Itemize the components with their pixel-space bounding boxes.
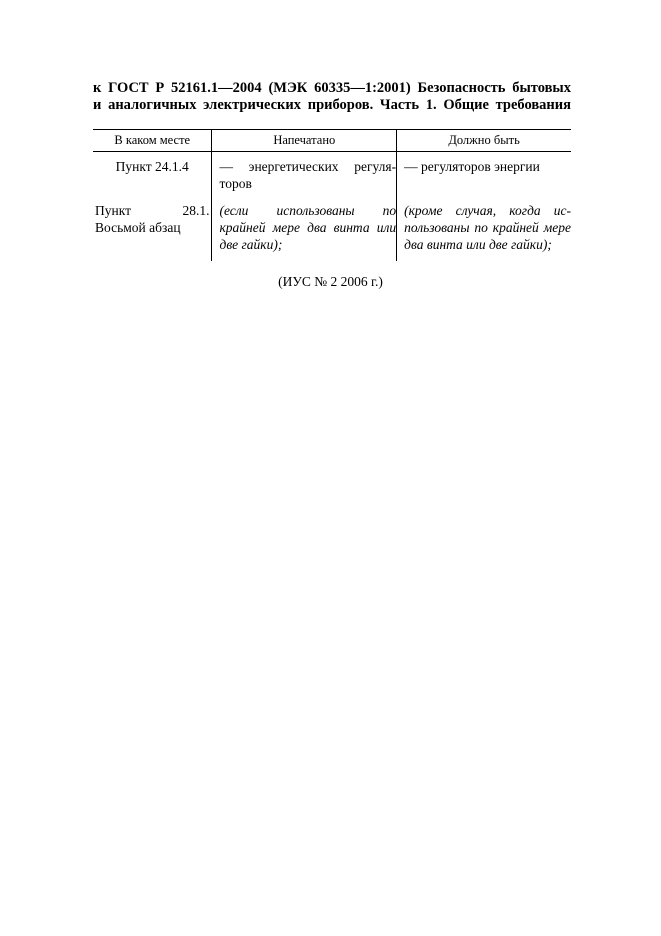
table-header-row [93,130,571,152]
table-row [93,152,571,193]
cell-printed: (если использованы по крайней мере два винта или две гайки); [212,192,397,261]
document-heading [93,80,571,114]
column-header-should-be: Должно быть [397,130,571,152]
cell-printed: — энергетических регуля-торов [212,152,397,193]
heading-line-1: к ГОСТ Р 52161.1—2004 (МЭК 60335—1:2001) Безопасность бытовых [93,80,571,96]
heading-line-2: и аналогичных электрических приборов. Часть 1. Общие требования [93,97,571,113]
column-header-printed: Напечатано [212,130,397,152]
cell-should-be: (кроме случая, когда ис-пользованы по крайней мере два винта или две гайки); [397,192,571,261]
cell-should-be: — регуляторов энергии [397,152,571,193]
source-reference: (ИУС № 2 2006 г.) [278,274,383,289]
errata-table [93,129,571,261]
column-header-place: В каком месте [93,130,212,152]
cell-place: Пункт 28.1. Восьмой абзац [95,203,210,235]
cell-place: Пункт 24.1.4 [115,159,189,174]
table-row [93,192,571,261]
